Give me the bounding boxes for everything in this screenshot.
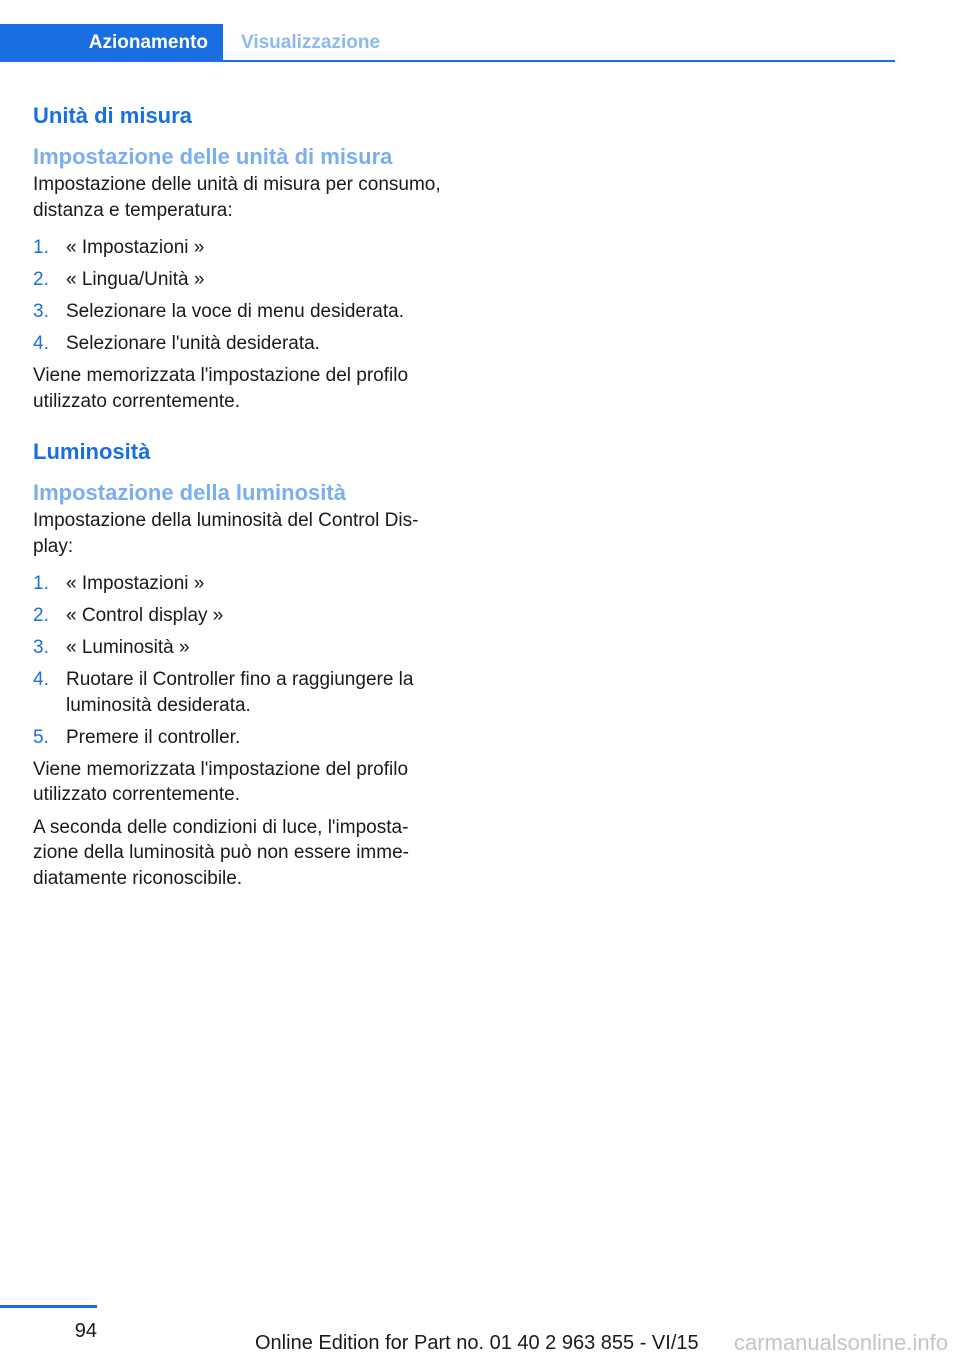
intro-paragraph: Impostazione della luminosità del Control Display: (33, 510, 419, 557)
note-paragraph: A seconda delle condizioni di luce, l'impostazione della luminosità può non essere immediatamente riconoscibile. (33, 816, 409, 889)
note-paragraph: Viene memorizzata l'impostazione del profilo utilizzato correntemente. (33, 758, 409, 805)
section-title: Luminosità (33, 439, 151, 464)
step-number: 3. (33, 637, 49, 658)
subsection-title: Impostazione delle unità di misura (33, 144, 393, 169)
intro-paragraph: Impostazione delle unità di misura per consumo, distanza e temperatura: (33, 174, 441, 221)
chapter-header (0, 24, 895, 62)
step-text: Ruotare il Controller fino a raggiungere la luminosità desiderata. (66, 669, 414, 716)
note-paragraph: Viene memorizzata l'impostazione del profilo utilizzato correntemente. (33, 365, 409, 412)
list-item (33, 667, 443, 718)
list-item (33, 267, 443, 293)
step-text: « Control display » (66, 605, 224, 626)
step-number: 2. (33, 605, 49, 626)
step-number: 4. (33, 669, 49, 690)
list-item (33, 603, 443, 629)
edition-text: Online Edition for Part no. 01 40 2 963 855 - VI/15 (255, 1332, 699, 1354)
step-number: 2. (33, 269, 49, 290)
tab-visualizzazione[interactable]: Visualizzazione (241, 32, 381, 53)
section-brightness (33, 436, 443, 891)
section-title: Unità di misura (33, 103, 192, 128)
step-number: 3. (33, 301, 49, 322)
step-number: 5. (33, 726, 49, 748)
steps-list (33, 235, 443, 357)
step-number: 4. (33, 333, 49, 354)
step-text: Selezionare la voce di menu desiderata. (66, 301, 404, 322)
tab-azionamento[interactable]: Azionamento (0, 24, 223, 62)
list-item (33, 235, 443, 261)
step-text: « Impostazioni » (66, 237, 205, 258)
list-item (33, 571, 443, 597)
step-text: « Impostazioni » (66, 573, 205, 594)
step-text: « Lingua/Unità » (66, 269, 205, 290)
section-units (33, 100, 443, 414)
subsection-title: Impostazione della luminosità (33, 480, 346, 505)
list-item (33, 299, 443, 325)
steps-list (33, 571, 443, 750)
list-item (33, 635, 443, 661)
step-number: 1. (33, 573, 49, 594)
step-text: Premere il controller. (66, 726, 241, 748)
step-number: 1. (33, 237, 49, 258)
list-item (33, 331, 443, 357)
step-text: Selezionare l'unità desiderata. (66, 333, 320, 354)
step-text: « Luminosità » (66, 637, 190, 658)
list-item (33, 725, 443, 751)
footer-divider (0, 1305, 97, 1308)
header-divider (0, 60, 895, 62)
page-number: 94 (74, 1320, 97, 1342)
page-content (33, 100, 443, 891)
watermark: carmanualsonline.info (733, 1330, 948, 1355)
